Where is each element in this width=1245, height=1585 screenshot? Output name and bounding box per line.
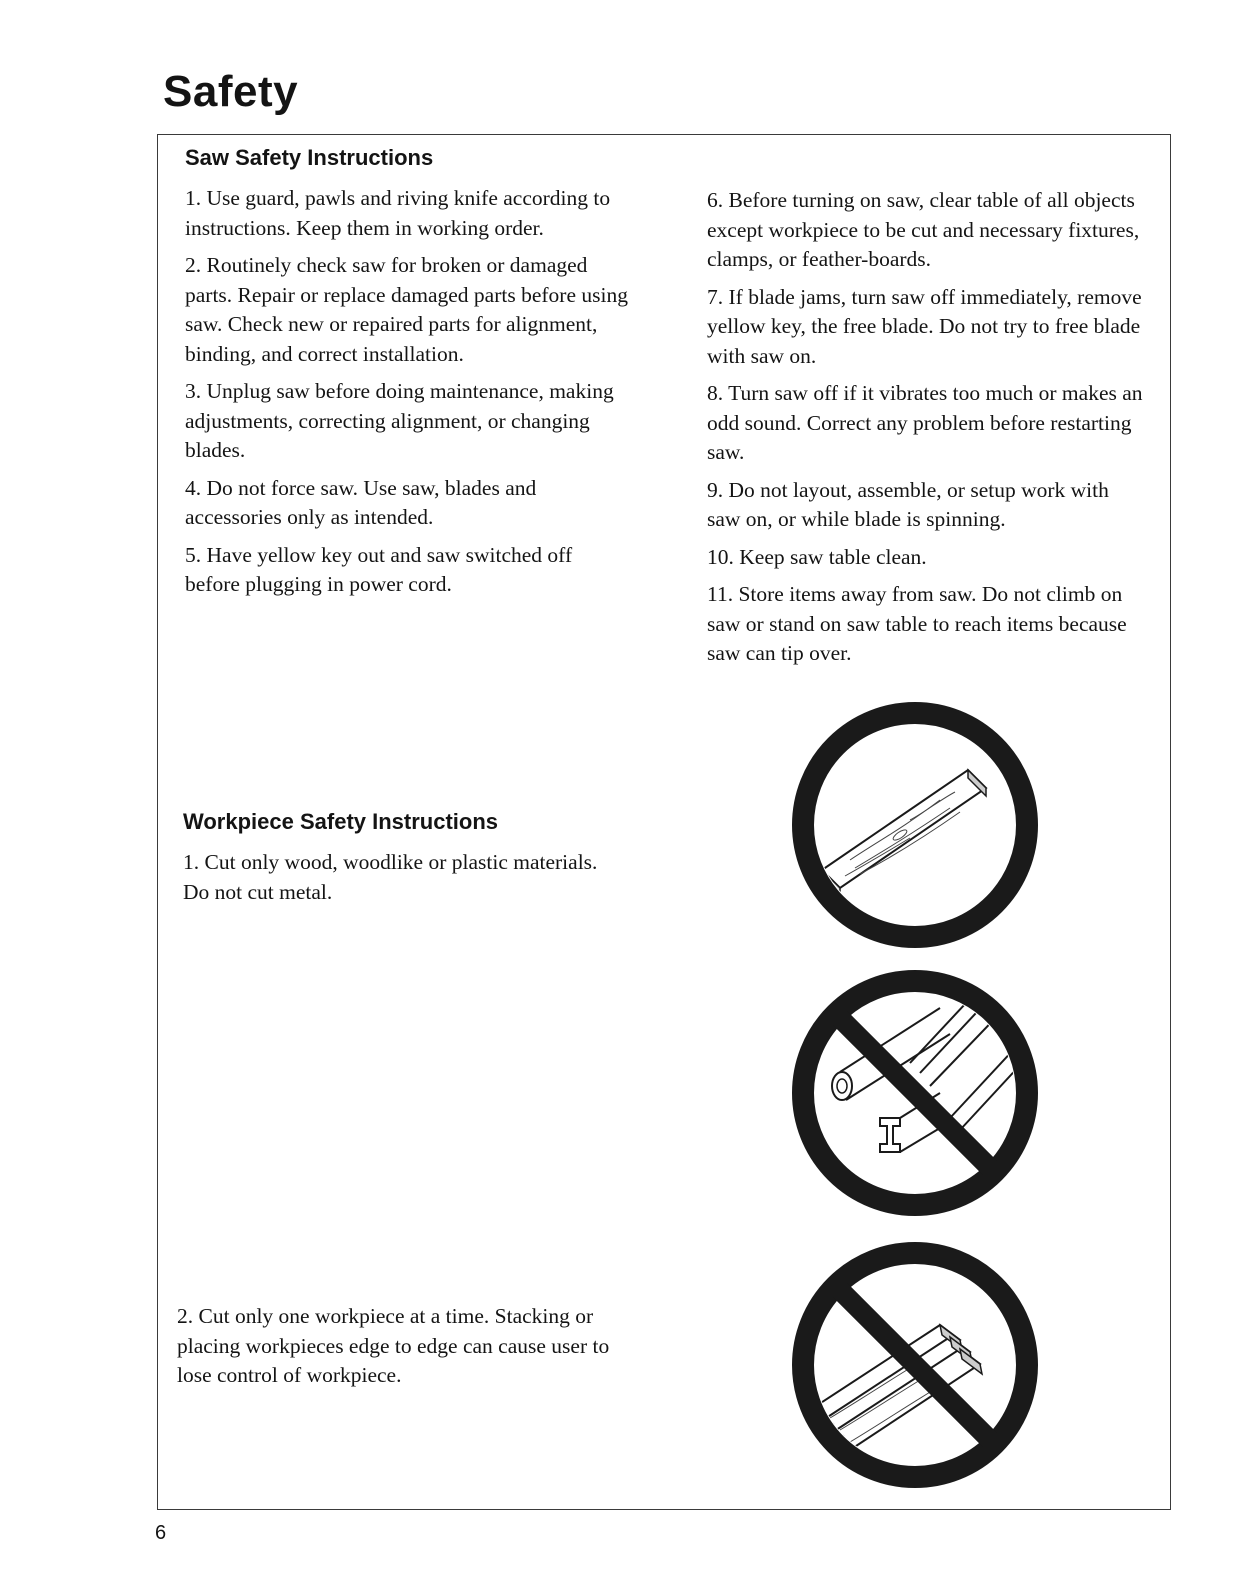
saw-safety-item-11: 11. Store items away from saw. Do not climb on saw or stand on saw table to reach items because saw can tip over. [707,582,1127,665]
saw-safety-item-8: 8. Turn saw off if it vibrates too much or makes an odd sound. Correct any problem before restarting saw. [707,381,1143,464]
saw-safety-item-10: 10. Keep saw table clean. [707,544,927,569]
page-title: Safety [163,67,299,116]
saw-safety-item-6: 6. Before turning on saw, clear table of all objects except workpiece to be cut and necessary fixtures, clamps, or feather-boards. [707,188,1140,271]
workpiece-safety-item-1-block [183,848,628,915]
saw-safety-item-5: 5. Have yellow key out and saw switched off before plugging in power cord. [185,542,573,596]
saw-safety-left-column [185,184,630,608]
saw-safety-item-4: 4. Do not force saw. Use saw, blades and accessories only as intended. [185,475,537,529]
saw-safety-item-9: 9. Do not layout, assemble, or setup work with saw on, or while blade is spinning. [707,477,1109,531]
workpiece-safety-item-2: 2. Cut only one workpiece at a time. Stacking or placing workpieces edge to edge can cause user to lose control of workpiece. [177,1304,610,1387]
saw-safety-right-column [707,186,1147,677]
workpiece-safety-item-1: 1. Cut only wood, woodlike or plastic materials. Do not cut metal. [183,850,598,904]
wood-board-allowed-icon [790,700,1040,950]
page-number: 6 [155,1522,167,1544]
workpiece-safety-heading: Workpiece Safety Instructions [183,809,499,834]
saw-safety-item-1: 1. Use guard, pawls and riving knife according to instructions. Keep them in working order. [185,186,611,240]
metal-prohibited-icon [790,968,1040,1218]
saw-safety-item-7: 7. If blade jams, turn saw off immediately, remove yellow key, the free blade. Do not try to free blade with saw on. [707,284,1142,368]
saw-safety-item-3: 3. Unplug saw before doing maintenance, making adjustments, correcting alignment, or changing blades. [185,379,614,462]
saw-safety-item-2: 2. Routinely check saw for broken or damaged parts. Repair or replace damaged parts before using saw. Check new or repaired parts for alignment, binding, and correct installation. [185,253,628,366]
workpiece-safety-item-2-block [177,1302,622,1399]
saw-safety-heading: Saw Safety Instructions [185,145,434,170]
stacked-workpieces-prohibited-icon [790,1240,1040,1490]
